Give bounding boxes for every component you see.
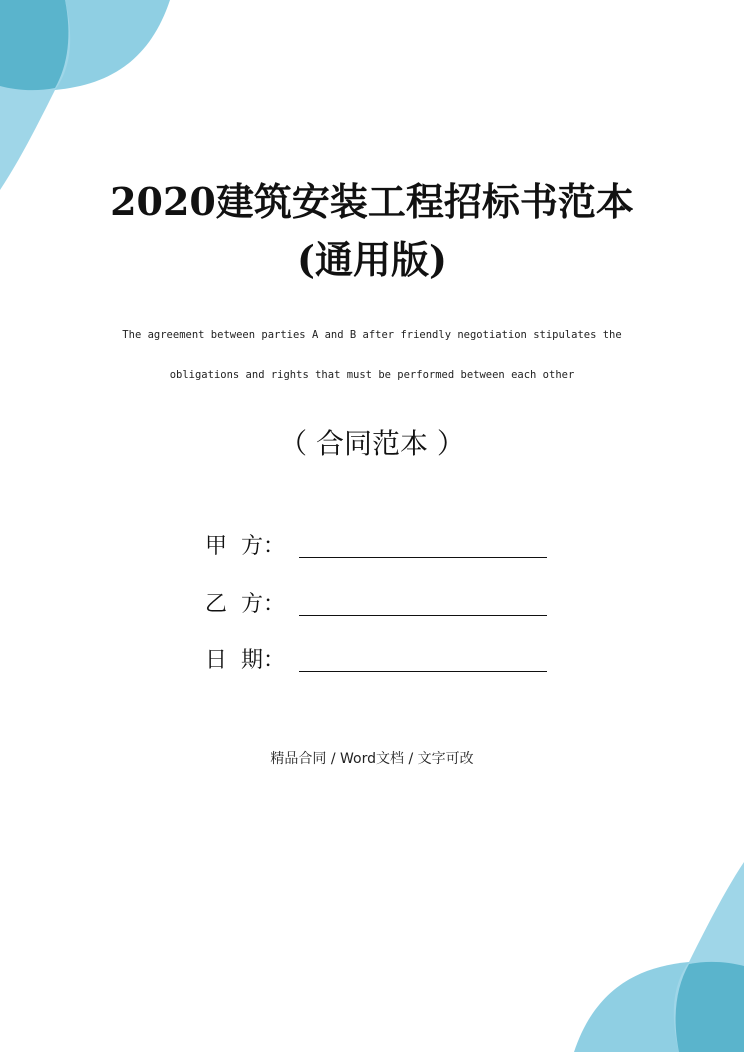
date-field	[205, 646, 547, 676]
document-title-line1: 2020建筑安装工程招标书范本	[110, 179, 634, 224]
document-title-line2: (通用版)	[297, 237, 447, 282]
party-b-signature-line	[299, 614, 547, 616]
party-b-label: 乙 方：	[205, 592, 285, 617]
party-b-field	[205, 590, 547, 620]
subtitle-line2: obligations and rights that must be performed between each other	[169, 369, 575, 381]
contract-type-label: （ 合同范本 ）	[279, 427, 465, 460]
corner-decoration-bottom-right	[554, 852, 744, 1052]
footer-note: 精品合同 / Word文档 / 文字可改	[270, 751, 474, 767]
party-a-field	[205, 532, 547, 562]
date-signature-line	[299, 670, 547, 672]
party-a-signature-line	[299, 556, 547, 558]
date-label: 日 期：	[205, 648, 285, 673]
party-a-label: 甲 方：	[205, 534, 285, 559]
corner-decoration-top-left	[0, 0, 190, 200]
subtitle-line1: The agreement between parties A and B after friendly negotiation stipulates the	[122, 329, 622, 341]
